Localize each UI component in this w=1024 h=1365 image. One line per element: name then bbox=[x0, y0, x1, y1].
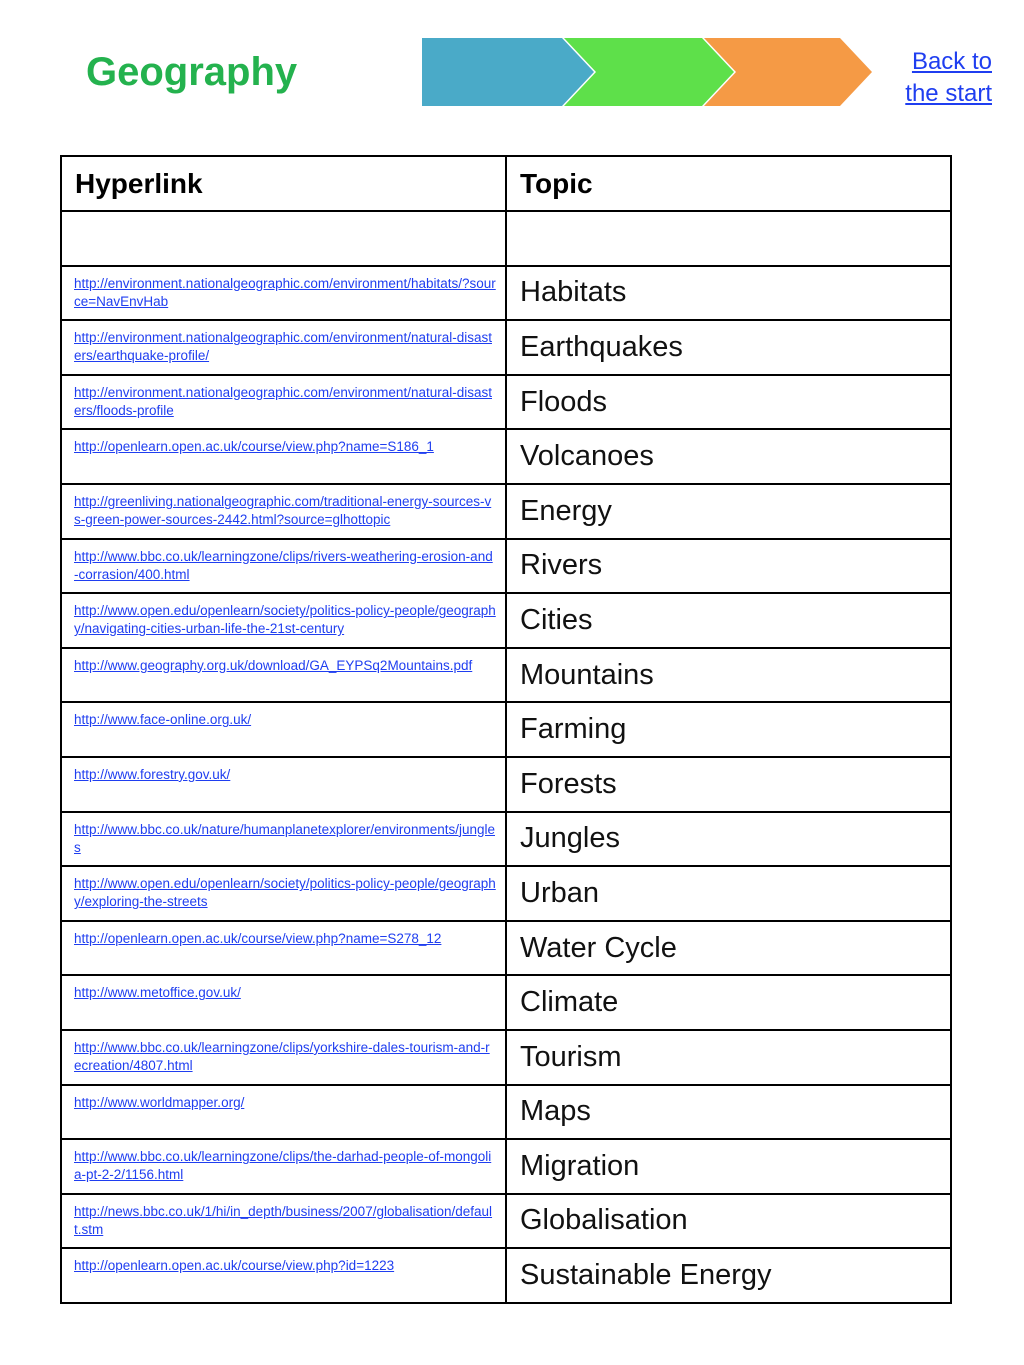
topic-cell: Maps bbox=[506, 1085, 951, 1140]
table-row bbox=[61, 1248, 951, 1303]
table-row bbox=[61, 702, 951, 757]
topic-cell: Forests bbox=[506, 757, 951, 812]
table-row bbox=[61, 484, 951, 539]
table-row bbox=[61, 539, 951, 594]
hyperlink[interactable]: http://www.bbc.co.uk/learningzone/clips/the-darhad-people-of-mongolia-pt-2-2/1156.html bbox=[74, 1149, 492, 1183]
hyperlink-cell bbox=[61, 1139, 506, 1194]
back-to-start-link[interactable] bbox=[905, 46, 992, 110]
back-link-line2: the start bbox=[905, 80, 992, 107]
hyperlink-cell bbox=[61, 812, 506, 867]
hyperlink[interactable]: http://environment.nationalgeographic.com/environment/natural-disasters/earthquake-profile/ bbox=[74, 330, 492, 364]
hyperlink[interactable]: http://news.bbc.co.uk/1/hi/in_depth/business/2007/globalisation/default.stm bbox=[74, 1203, 493, 1237]
table-row bbox=[61, 266, 951, 321]
table-row bbox=[61, 1139, 951, 1194]
blank-cell bbox=[506, 211, 951, 266]
hyperlink-cell bbox=[61, 1030, 506, 1085]
topic-cell: Migration bbox=[506, 1139, 951, 1194]
hyperlink-cell bbox=[61, 921, 506, 976]
page-title: Geography bbox=[86, 50, 298, 94]
hyperlink[interactable]: http://www.forestry.gov.uk/ bbox=[74, 766, 231, 782]
topic-cell: Farming bbox=[506, 702, 951, 757]
hyperlink[interactable]: http://openlearn.open.ac.uk/course/view.php?name=S278_12 bbox=[74, 930, 442, 946]
hyperlink-cell bbox=[61, 1194, 506, 1249]
hyperlink[interactable]: http://www.bbc.co.uk/nature/humanplanetexplorer/environments/jungles bbox=[74, 821, 495, 855]
topic-cell: Sustainable Energy bbox=[506, 1248, 951, 1303]
topic-cell: Jungles bbox=[506, 812, 951, 867]
hyperlink-cell bbox=[61, 1085, 506, 1140]
column-header-hyperlink: Hyperlink bbox=[61, 156, 506, 211]
hyperlink-cell bbox=[61, 320, 506, 375]
table-row bbox=[61, 648, 951, 703]
topic-cell: Climate bbox=[506, 975, 951, 1030]
table-row bbox=[61, 429, 951, 484]
hyperlink-cell bbox=[61, 866, 506, 921]
hyperlink-cell bbox=[61, 539, 506, 594]
table-row bbox=[61, 757, 951, 812]
hyperlink-cell bbox=[61, 1248, 506, 1303]
hyperlink[interactable]: http://www.bbc.co.uk/learningzone/clips/rivers-weathering-erosion-and-corrasion/400.html bbox=[74, 548, 493, 582]
hyperlink[interactable]: http://greenliving.nationalgeographic.com/traditional-energy-sources-vs-green-power-sources-2442.html?source=glhottopic bbox=[74, 493, 492, 527]
table-row bbox=[61, 1030, 951, 1085]
hyperlink-cell bbox=[61, 702, 506, 757]
hyperlink-cell bbox=[61, 975, 506, 1030]
hyperlink[interactable]: http://www.open.edu/openlearn/society/politics-policy-people/geography/navigating-cities-urban-life-the-21st-century bbox=[74, 603, 496, 637]
topic-cell: Energy bbox=[506, 484, 951, 539]
hyperlink-cell bbox=[61, 648, 506, 703]
hyperlink[interactable]: http://openlearn.open.ac.uk/course/view.php?name=S186_1 bbox=[74, 439, 434, 455]
progress-chevrons bbox=[422, 38, 872, 106]
table-row bbox=[61, 866, 951, 921]
table-row bbox=[61, 1085, 951, 1140]
links-table bbox=[60, 155, 952, 1304]
topic-cell: Rivers bbox=[506, 539, 951, 594]
table-row bbox=[61, 1194, 951, 1249]
table-row bbox=[61, 375, 951, 430]
hyperlink[interactable]: http://www.bbc.co.uk/learningzone/clips/yorkshire-dales-tourism-and-recreation/4807.html bbox=[74, 1039, 490, 1073]
table-row bbox=[61, 975, 951, 1030]
table-row bbox=[61, 812, 951, 867]
hyperlink-cell bbox=[61, 266, 506, 321]
topic-cell: Mountains bbox=[506, 648, 951, 703]
hyperlink-cell bbox=[61, 375, 506, 430]
topic-cell: Floods bbox=[506, 375, 951, 430]
hyperlink-cell bbox=[61, 429, 506, 484]
hyperlink-cell bbox=[61, 484, 506, 539]
table-header-row bbox=[61, 156, 951, 211]
hyperlink[interactable]: http://www.open.edu/openlearn/society/politics-policy-people/geography/exploring-the-streets bbox=[74, 876, 496, 910]
blank-row bbox=[61, 211, 951, 266]
topic-cell: Earthquakes bbox=[506, 320, 951, 375]
hyperlink-cell bbox=[61, 593, 506, 648]
table-row bbox=[61, 593, 951, 648]
column-header-topic: Topic bbox=[506, 156, 951, 211]
topic-cell: Habitats bbox=[506, 266, 951, 321]
topic-cell: Cities bbox=[506, 593, 951, 648]
back-link-line1: Back to bbox=[911, 48, 992, 75]
hyperlink-cell bbox=[61, 757, 506, 812]
topic-cell: Globalisation bbox=[506, 1194, 951, 1249]
table-row bbox=[61, 320, 951, 375]
hyperlink[interactable]: http://environment.nationalgeographic.com/environment/habitats/?source=NavEnvHab bbox=[74, 275, 496, 309]
topic-cell: Tourism bbox=[506, 1030, 951, 1085]
topic-cell: Urban bbox=[506, 866, 951, 921]
hyperlink[interactable]: http://environment.nationalgeographic.com/environment/natural-disasters/floods-profile bbox=[74, 384, 492, 418]
chevron-step-1 bbox=[422, 38, 594, 106]
hyperlink[interactable]: http://www.geography.org.uk/download/GA_EYPSq2Mountains.pdf bbox=[74, 657, 473, 673]
hyperlink[interactable]: http://openlearn.open.ac.uk/course/view.php?id=1223 bbox=[74, 1258, 395, 1274]
hyperlink[interactable]: http://www.worldmapper.org/ bbox=[74, 1094, 245, 1110]
blank-cell bbox=[61, 211, 506, 266]
table-row bbox=[61, 921, 951, 976]
hyperlink[interactable]: http://www.metoffice.gov.uk/ bbox=[74, 985, 241, 1001]
topic-cell: Water Cycle bbox=[506, 921, 951, 976]
hyperlink[interactable]: http://www.face-online.org.uk/ bbox=[74, 712, 252, 728]
topic-cell: Volcanoes bbox=[506, 429, 951, 484]
